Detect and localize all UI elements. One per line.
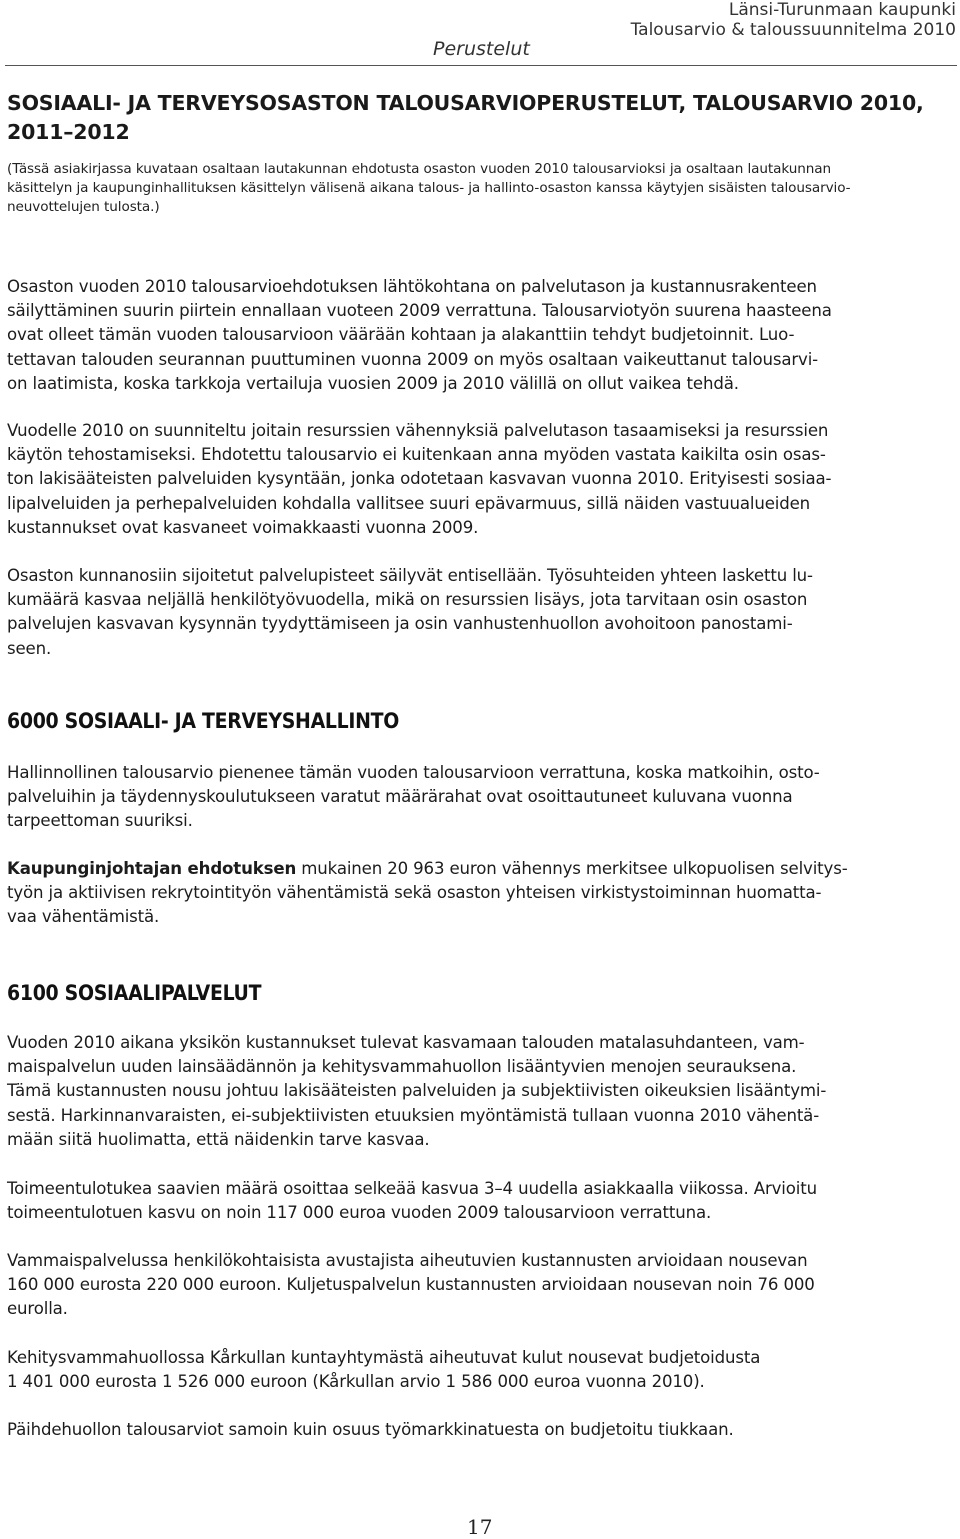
paragraph xyxy=(7,1418,947,1442)
text-line: käsittelyn ja kaupunginhallituksen käsittelyn välisenä aikana talous- ja hallinto-osaston kanssa käytyjen sisäisten talousarvio- xyxy=(7,180,851,196)
paragraph xyxy=(7,275,947,396)
text-line: tettavan talouden seurannan puuttuminen vuonna 2009 on myös osaltaan vaikeuttanut talousarvi- xyxy=(7,349,818,369)
text-run: mukainen 20 963 euron vähennys merkitsee ulkopuolisen selvitys- xyxy=(296,859,848,878)
text-line: 1 401 000 eurosta 1 526 000 euroon (Kårkullan arvio 1 586 000 euroa vuonna 2010). xyxy=(7,1372,705,1392)
text-line: on laatimista, koska tarkkoja vertailuja vuosien 2009 ja 2010 välillä on ollut vaikea tehdä. xyxy=(7,373,739,393)
text-line: Vuodelle 2010 on suunniteltu joitain resurssien vähennyksiä palvelutason tasaamiseksi ja resurssien xyxy=(7,421,829,440)
text-line: Osaston kunnanosiin sijoitetut palvelupisteet säilyvät entisellään. Työsuhteiden yhteen laskettu lu- xyxy=(7,566,813,585)
text-line: maispalvelun uuden lainsäädännön ja kehitysvammahuollon lisääntyvien menojen seurauksena. xyxy=(7,1057,797,1077)
text-line: Tämä kustannusten nousu johtuu lakisääteisten palveluiden ja subjektiivisten oikeuksien lisääntymi- xyxy=(7,1081,827,1101)
text-line: ton lakisääteisten palveluiden kysyntään, jonka odotetaan kasvavan vuonna 2010. Erityisesti sosiaa- xyxy=(7,469,832,489)
text-line: Päihdehuollon talousarviot samoin kuin osuus työmarkkinatuesta on budjetoitu tiukkaan. xyxy=(7,1420,734,1439)
text-line: työn ja aktiivisen rekrytointityön vähentämistä sekä osaston yhteisen virkistystoiminnan huomatta- xyxy=(7,883,822,903)
paragraph xyxy=(7,1249,947,1322)
paragraph xyxy=(7,857,947,930)
paragraph xyxy=(7,761,947,834)
text-line: vaa vähentämistä. xyxy=(7,907,160,927)
text-line: (Tässä asiakirjassa kuvataan osaltaan lautakunnan ehdotusta osaston vuoden 2010 talousarvioksi ja osaltaan lautakunnan xyxy=(7,161,832,177)
text-line: palveluihin ja täydennyskoulutukseen varatut määrärahat ovat osoittautuneet kuluvana vuonna xyxy=(7,787,793,807)
text-line: 160 000 eurosta 220 000 euroon. Kuljetuspalvelun kustannusten arvioidaan nousevan noin 76 000 xyxy=(7,1275,815,1295)
header-org: Länsi-Turunmaan kaupunki xyxy=(728,0,956,20)
section-heading: 6100 SOSIAALIPALVELUT xyxy=(7,981,262,1005)
title-line: SOSIAALI- JA TERVEYSOSASTON TALOUSARVIOPERUSTELUT, TALOUSARVIO 2010, xyxy=(7,91,924,115)
text-line: Kehitysvammahuollossa Kårkullan kuntayhtymästä aiheutuvat kulut nousevat budjetoidusta xyxy=(7,1348,761,1367)
paragraph xyxy=(7,1031,947,1152)
text-line: toimeentulotuen kasvu on noin 117 000 euroa vuoden 2009 talousarvioon verrattuna. xyxy=(7,1203,712,1223)
text-line: seen. xyxy=(7,638,52,658)
header-rule xyxy=(5,65,957,66)
text-line: tarpeettoman suuriksi. xyxy=(7,811,193,831)
text-line: käytön tehostamiseksi. Ehdotettu talousarvio ei kuitenkaan anna myöden vastata kaikilta osin osas- xyxy=(7,445,826,465)
page-title xyxy=(7,89,937,147)
paragraph xyxy=(7,419,947,540)
text-line xyxy=(7,857,947,881)
text-line: eurolla. xyxy=(7,1299,68,1319)
text-line: palvelujen kasvavan kysynnän tyydyttämiseen ja osin vanhustenhuollon avohoitoon panostami- xyxy=(7,614,793,634)
page-header-right xyxy=(631,0,956,40)
header-doc-title: Talousarvio & taloussuunnitelma 2010 xyxy=(630,20,956,40)
paragraph xyxy=(7,1346,947,1394)
text-line: kumäärä kasvaa neljällä henkilötyövuodella, mikä on resurssien lisäys, jota tarvitaan osin osaston xyxy=(7,590,808,610)
text-line: lipalveluiden ja perhepalveluiden kohdalla vallitsee suuri epävarmuus, sillä näiden vastuualueiden xyxy=(7,493,811,513)
text-line: Osaston vuoden 2010 talousarvioehdotuksen lähtökohtana on palvelutason ja kustannusrakenteen xyxy=(7,277,817,296)
text-line: Vammaispalvelussa henkilökohtaisista avustajista aiheutuvien kustannusten arvioidaan nousevan xyxy=(7,1251,808,1270)
intro-note xyxy=(7,160,947,217)
page-number: 17 xyxy=(467,1515,493,1539)
text-line: ovat olleet tämän vuoden talousarvioon väärään kohtaan ja alakanttiin tehdyt budjetoinnit. Luo- xyxy=(7,325,795,345)
text-line: sestä. Harkinnanvaraisten, ei-subjektiivisten etuuksien myöntämistä tullaan vuonna 2010 vähentä- xyxy=(7,1105,820,1125)
text-line: säilyttäminen suurin piirtein ennallaan vuoteen 2009 verrattuna. Talousarviotyön suurena haasteena xyxy=(7,301,832,321)
text-line: Vuoden 2010 aikana yksikön kustannukset tulevat kasvamaan talouden matalasuhdanteen, vam- xyxy=(7,1033,805,1052)
section-heading: 6000 SOSIAALI- JA TERVEYSHALLINTO xyxy=(7,709,399,733)
bold-phrase: Kaupunginjohtajan ehdotuksen xyxy=(7,859,297,878)
text-line: Toimeentulotukea saavien määrä osoittaa selkeää kasvua 3–4 uudella asiakkaalla viikossa. Arvioitu xyxy=(7,1179,817,1198)
title-line: 2011–2012 xyxy=(7,120,130,144)
text-line: Hallinnollinen talousarvio pienenee tämän vuoden talousarvioon verrattuna, koska matkoihin, osto- xyxy=(7,763,820,782)
text-line: neuvottelujen tulosta.) xyxy=(7,199,160,215)
text-line: mään siitä huolimatta, että näidenkin tarve kasvaa. xyxy=(7,1129,430,1149)
header-section-label: Perustelut xyxy=(433,38,530,60)
text-line: kustannukset ovat kasvaneet voimakkaasti vuonna 2009. xyxy=(7,517,479,537)
paragraph xyxy=(7,1177,947,1225)
paragraph xyxy=(7,564,947,661)
